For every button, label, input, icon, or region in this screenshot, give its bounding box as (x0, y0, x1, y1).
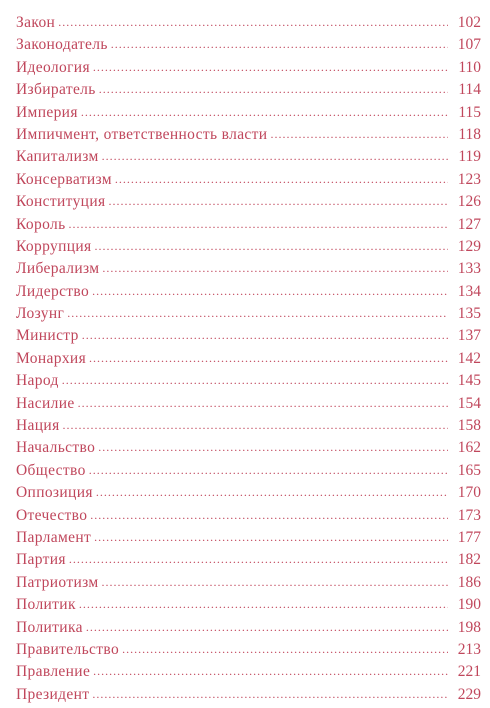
toc-entry-page: 145 (457, 372, 481, 390)
dot-leader (122, 640, 448, 658)
toc-entry-title: Народ (16, 372, 59, 390)
toc-entry (16, 283, 481, 305)
toc-entry-title: Лозунг (16, 305, 65, 323)
toc-entry-page: 115 (458, 103, 481, 121)
toc-entry-title: Оппозиция (16, 484, 93, 502)
toc-entry (16, 81, 481, 103)
toc-entry-title: Партия (16, 551, 66, 569)
toc-entry-title: Капитализм (16, 148, 99, 166)
toc-entry-title: Законодатель (16, 36, 108, 54)
dot-leader (102, 573, 448, 591)
toc-entry (16, 551, 481, 573)
toc-entry-page: 182 (457, 551, 481, 569)
toc-entry-title: Либерализм (16, 260, 100, 278)
toc-entry (16, 59, 481, 81)
dot-leader (78, 394, 448, 412)
toc-entry-title: Насилие (16, 394, 75, 412)
toc-entry-title: Коррупция (16, 237, 92, 255)
dot-leader (94, 528, 448, 546)
dot-leader (86, 618, 448, 636)
toc-entry-page: 229 (457, 685, 481, 703)
toc-entry (16, 417, 481, 439)
toc-entry-page: 170 (457, 484, 481, 502)
toc-entry-page: 137 (457, 327, 481, 345)
dot-leader (102, 147, 448, 165)
toc-entry (16, 216, 481, 238)
toc-entry (16, 126, 481, 148)
dot-leader (93, 58, 448, 76)
dot-leader (62, 371, 448, 389)
toc-entry-title: Закон (16, 14, 56, 31)
toc-entry-page: 118 (458, 125, 481, 143)
toc-entry-title: Правление (16, 663, 91, 681)
toc-entry-page: 190 (457, 596, 481, 614)
dot-leader (81, 103, 448, 121)
toc-entry-title: Начальство (16, 439, 96, 457)
dot-leader (96, 483, 448, 501)
toc-entry (16, 148, 481, 170)
toc-entry-title: Идеология (16, 58, 90, 76)
dot-leader (111, 35, 448, 53)
toc-entry-page: 102 (457, 14, 481, 31)
toc-entry (16, 484, 481, 506)
toc-entry-title: Империя (16, 103, 78, 121)
toc-entry (16, 395, 481, 417)
toc-entry (16, 462, 481, 484)
toc-entry-page: 127 (457, 215, 481, 233)
dot-leader (92, 685, 448, 703)
toc-entry-page: 154 (457, 394, 481, 412)
toc-entry (16, 36, 481, 58)
toc-entry-title: Импичмент, ответственность власти (16, 125, 268, 143)
toc-entry-page: 162 (457, 439, 481, 457)
toc-entry (16, 372, 481, 394)
toc-entry-title: Парламент (16, 528, 92, 546)
toc-entry (16, 619, 481, 641)
toc-entry-title: Отечество (16, 506, 88, 524)
toc-entry-title: Лидерство (16, 282, 90, 300)
toc-entry (16, 171, 481, 193)
toc-entry-title: Избиратель (16, 81, 96, 99)
toc-entry-title: Конституция (16, 193, 106, 211)
toc-entry-page: 173 (457, 506, 481, 524)
dot-leader (79, 595, 448, 613)
toc-entry-page: 107 (457, 36, 481, 54)
toc-entry-page: 213 (457, 640, 481, 658)
toc-entry-page: 119 (458, 148, 481, 166)
toc-entry-title: Общество (16, 461, 86, 479)
toc-entry-page: 158 (457, 417, 481, 435)
dot-leader (93, 662, 448, 680)
dot-leader (98, 438, 448, 456)
toc-entry-title: Президент (16, 685, 90, 703)
dot-leader (99, 80, 448, 98)
dot-leader (90, 506, 448, 524)
toc-entry (16, 596, 481, 618)
toc-entry-title: Патриотизм (16, 573, 99, 591)
toc-entry-title: Политик (16, 596, 76, 614)
dot-leader (82, 326, 448, 344)
toc-entry-title: Нация (16, 417, 60, 435)
toc-entry-title: Монархия (16, 349, 87, 367)
dot-leader (89, 461, 448, 479)
toc-entry-page: 165 (457, 461, 481, 479)
toc-entry (16, 663, 481, 685)
toc-entry (16, 260, 481, 282)
dot-leader (102, 259, 448, 277)
toc-entry-title: Король (16, 215, 66, 233)
toc-entry (16, 327, 481, 349)
toc-entry-title: Консерватизм (16, 170, 112, 188)
toc-entry (16, 238, 481, 260)
dot-leader (63, 416, 448, 434)
table-of-contents (16, 14, 481, 708)
toc-entry (16, 14, 481, 36)
toc-entry (16, 350, 481, 372)
toc-entry-page: 142 (457, 349, 481, 367)
dot-leader (58, 13, 448, 31)
toc-entry (16, 104, 481, 126)
toc-entry-page: 135 (457, 305, 481, 323)
toc-entry-page: 177 (457, 528, 481, 546)
toc-entry (16, 641, 481, 663)
toc-entry-page: 198 (457, 618, 481, 636)
toc-entry-page: 134 (457, 282, 481, 300)
toc-entry (16, 529, 481, 551)
toc-entry (16, 507, 481, 529)
toc-entry (16, 305, 481, 327)
dot-leader (69, 215, 448, 233)
toc-entry-page: 114 (458, 81, 481, 99)
toc-entry-page: 133 (457, 260, 481, 278)
toc-entry (16, 686, 481, 708)
toc-entry (16, 574, 481, 596)
toc-entry-page: 123 (457, 170, 481, 188)
toc-entry-page: 126 (457, 193, 481, 211)
toc-entry-title: Министр (16, 327, 79, 345)
toc-entry (16, 439, 481, 461)
dot-leader (270, 125, 448, 143)
toc-entry-page: 186 (457, 573, 481, 591)
dot-leader (89, 349, 448, 367)
toc-entry-page: 221 (457, 663, 481, 681)
dot-leader (115, 170, 448, 188)
dot-leader (95, 237, 448, 255)
dot-leader (67, 304, 448, 322)
toc-entry-title: Правительство (16, 640, 120, 658)
toc-entry (16, 193, 481, 215)
toc-entry-page: 129 (457, 237, 481, 255)
dot-leader (108, 192, 448, 210)
toc-entry-title: Политика (16, 618, 83, 636)
dot-leader (92, 282, 448, 300)
dot-leader (69, 550, 448, 568)
toc-entry-page: 110 (458, 58, 481, 76)
